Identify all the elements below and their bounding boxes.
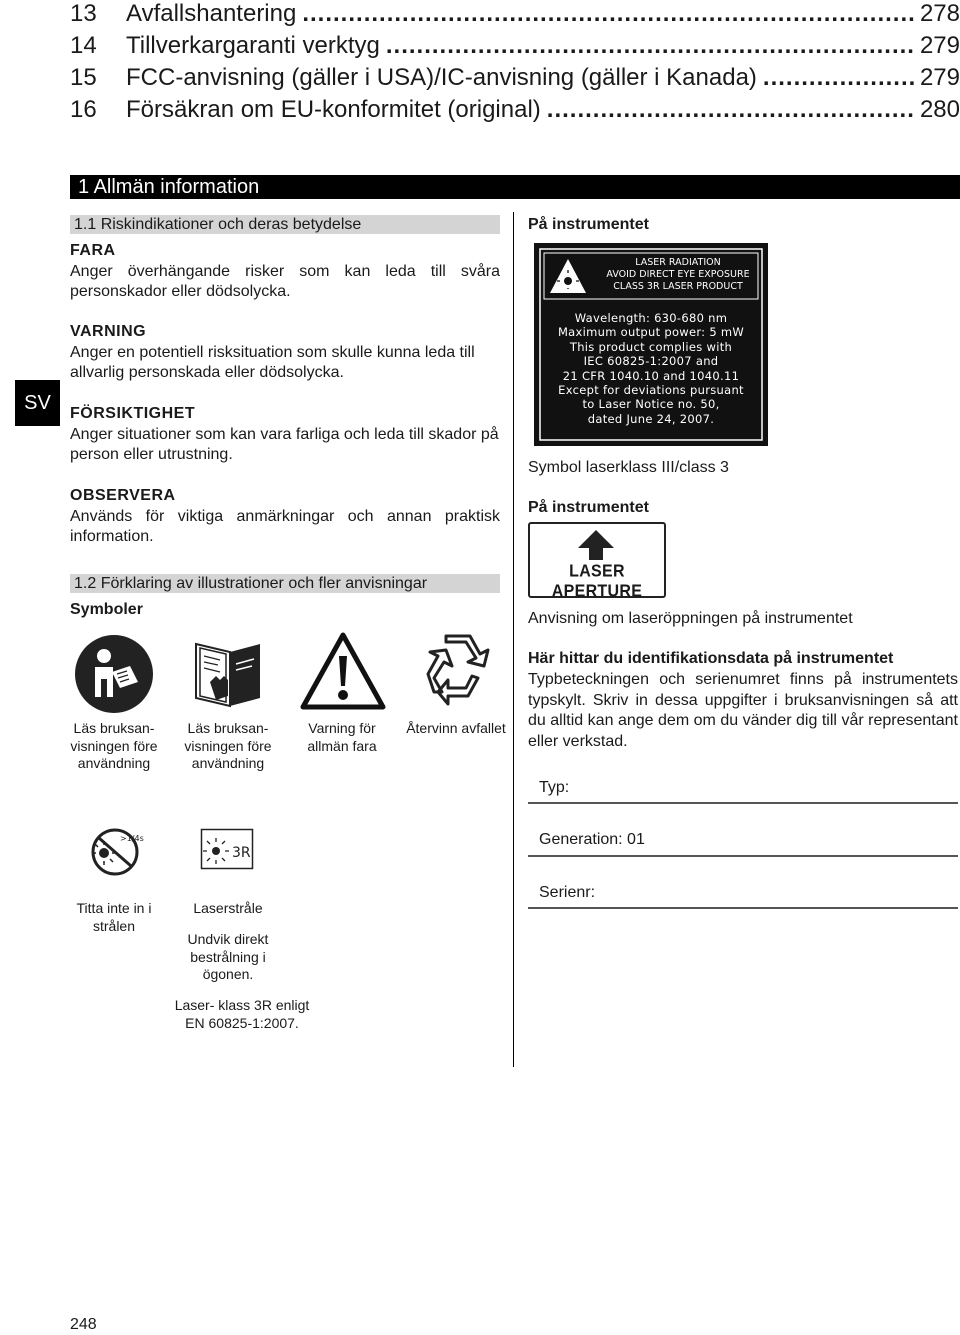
- label-line: 21 CFR 1040.10 and 1040.11: [562, 368, 740, 383]
- symbol-caption: Återvinn avfallet: [406, 720, 506, 736]
- toc-number: 13: [70, 0, 97, 27]
- serial-field-line: [528, 907, 958, 909]
- toc-number: 15: [70, 64, 97, 91]
- arrow-up-icon: [576, 530, 616, 560]
- toc-number: 14: [70, 32, 97, 59]
- label-line: Except for deviations pursuant: [558, 383, 744, 398]
- page-number: 248: [70, 1316, 97, 1333]
- column-divider: [513, 212, 514, 1067]
- label-line: This product complies with: [569, 339, 733, 354]
- serial-field[interactable]: Serienr:: [539, 884, 596, 901]
- recycle-icon: [416, 632, 496, 712]
- laser-3r-icon: [200, 828, 254, 870]
- signal-text: Anger situationer som kan vara farliga och leda till skador på person eller utrustning.: [70, 425, 499, 463]
- laser-warning-body: [542, 311, 760, 426]
- subsection-title-1-2: 1.2 Förklaring av illustrationer och fler anvisningar: [70, 574, 500, 593]
- id-text: Typbeteckningen och serienumret finns på instrumentets typskylt. Skriv in dessa uppgifter i bruksanvisningen så att du alltid kan ange dem om du vänder dig till vår representant eller verkstad.: [528, 671, 958, 750]
- toc-title: Tillverkargaranti verktyg: [126, 32, 380, 59]
- laser-warning-label: [534, 243, 768, 446]
- signal-term: FARA: [70, 242, 116, 259]
- laser-3r-icon-text: 3R: [232, 845, 251, 861]
- toc-title: Avfallshantering: [126, 0, 297, 27]
- on-instrument-heading: På instrumentet: [528, 499, 649, 516]
- toc-leader: [547, 96, 914, 124]
- signal-fara: [70, 241, 500, 303]
- signal-observera: [70, 486, 500, 548]
- symbols-heading: Symboler: [70, 601, 143, 618]
- signal-text: Anger överhängande risker som kan leda till svåra personskador eller dödsolycka.: [70, 262, 500, 300]
- no-stare-icon-text: >1/4s: [120, 834, 144, 843]
- generation-field-line: [528, 855, 958, 857]
- signal-term: OBSERVERA: [70, 487, 176, 504]
- laser-aperture-label: [528, 522, 666, 601]
- signal-forsiktighet: [70, 404, 500, 466]
- toc-leader: [763, 64, 914, 92]
- label-line: to Laser Notice no. 50,: [582, 397, 720, 412]
- type-field-line: [528, 802, 958, 804]
- manual-hand-icon: [188, 634, 268, 714]
- symbol-caption: Laser- klass 3R enligt EN 60825-1:2007.: [174, 997, 310, 1031]
- symbol-caption: Titta inte in i strålen: [76, 900, 152, 934]
- label-line: LASER RADIATION: [635, 257, 721, 268]
- toc-page: 278: [919, 0, 960, 27]
- signal-text: Anger en potentiell risksituation som skulle kunna leda till allvarlig personskada eller dödsolycka.: [70, 343, 475, 381]
- toc-row[interactable]: [70, 32, 960, 64]
- toc-title: FCC-anvisning (gäller i USA)/IC-anvisning (gäller i Kanada): [126, 64, 757, 91]
- toc-page: 279: [919, 32, 960, 59]
- signal-varning: [70, 322, 500, 384]
- read-manual-icon: [74, 634, 154, 714]
- symbol-caption: Laserstråle: [193, 900, 263, 916]
- section-title: 1 Allmän information: [70, 175, 960, 199]
- laser-class-caption: Symbol laserklass III/class 3: [528, 459, 729, 476]
- on-instrument-heading: På instrumentet: [528, 216, 649, 233]
- toc-row[interactable]: [70, 96, 960, 128]
- symbol-caption: Läs bruksan- visningen före användning: [184, 720, 272, 771]
- symbol-caption: Läs bruksan- visningen före användning: [70, 720, 158, 771]
- language-tab: SV: [15, 380, 60, 426]
- laser-warning-header: [592, 257, 764, 292]
- label-line: Maximum output power: 5 mW: [557, 325, 745, 340]
- toc-row[interactable]: [70, 0, 960, 32]
- signal-term: VARNING: [70, 323, 147, 340]
- no-stare-icon: [84, 823, 146, 877]
- generation-field[interactable]: Generation: 01: [539, 831, 645, 848]
- toc-leader: [302, 0, 914, 28]
- laser-aperture-text: LASER APERTURE: [551, 562, 643, 601]
- aperture-caption: Anvisning om laseröppningen på instrumentet: [528, 610, 853, 627]
- toc-leader: [386, 32, 914, 60]
- label-line: dated June 24, 2007.: [587, 411, 715, 426]
- toc-page: 279: [919, 64, 960, 91]
- subsection-title-1-1: 1.1 Riskindikationer och deras betydelse: [70, 215, 500, 234]
- warning-triangle-icon: [300, 632, 386, 710]
- toc-row[interactable]: [70, 64, 960, 96]
- toc-page: 280: [919, 96, 960, 123]
- toc-number: 16: [70, 96, 97, 123]
- label-line: CLASS 3R LASER PRODUCT: [613, 280, 743, 292]
- label-line: Wavelength: 630-680 nm: [574, 311, 728, 325]
- label-line: IEC 60825-1:2007 and: [583, 354, 719, 369]
- table-of-contents: [70, 0, 960, 128]
- type-field[interactable]: Typ:: [539, 779, 570, 796]
- symbol-caption: Undvik direkt bestrålning i ögonen.: [187, 931, 269, 982]
- signal-term: FÖRSIKTIGHET: [70, 405, 196, 422]
- toc-title: Försäkran om EU-konformitet (original): [126, 96, 541, 123]
- symbol-caption: Varning för allmän fara: [307, 720, 377, 754]
- signal-text: Används för viktiga anmärkningar och annan praktisk information.: [70, 507, 500, 545]
- label-line: AVOID DIRECT EYE EXPOSURE: [606, 268, 750, 280]
- id-heading: Här hittar du identifikationsdata på instrumentet: [528, 650, 894, 667]
